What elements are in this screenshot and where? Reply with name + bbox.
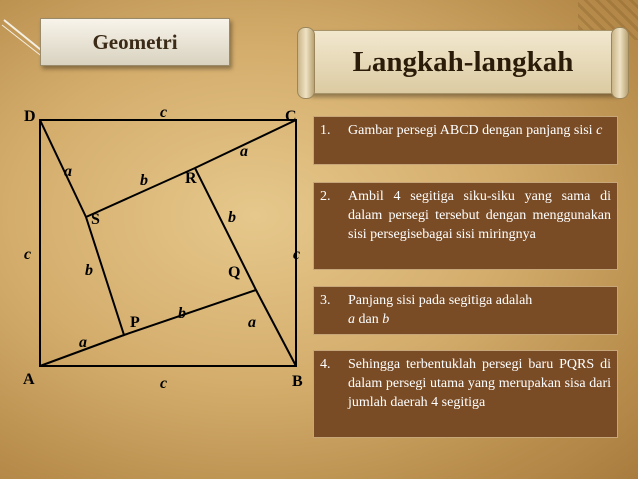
step-number: 4. [320,357,331,372]
vertex-q: Q [228,264,241,281]
label-c-right: c [293,246,301,263]
inner-square-pqrs [86,168,256,335]
vertex-s: S [91,211,100,228]
vertex-b: B [292,373,303,390]
label-b-left: b [85,262,93,279]
label-c-top: c [160,104,168,121]
label-b-right: b [228,209,236,226]
label-a-bottom-right: a [248,314,256,331]
step-3 [313,286,618,335]
vertex-p: P [130,314,140,331]
label-c-left: c [24,246,32,263]
segment-b-q [256,290,296,366]
square-abcd [40,120,296,366]
step-number: 2. [320,189,331,204]
segment-d-s [40,120,86,217]
label-a-top-right: a [240,143,248,160]
title-text: Geometri [92,29,178,54]
step-text: Gambar persegi ABCD dengan panjang sisi c [348,123,603,138]
step-number: 3. [320,293,331,308]
label-b-bottom: b [178,305,186,322]
step-text: Panjang sisi pada segitiga adalah a dan b [348,293,533,327]
vertex-d: D [24,108,36,125]
steps-banner [306,30,620,94]
vertex-r: R [185,170,197,187]
vertex-c: C [285,108,297,125]
step-text: Sehingga terbentuklah persegi baru PQRS di dalam persegi utama yang merupakan sisa dari jumlah daerah 4 segitiga [348,357,611,410]
banner-text: Langkah-langkah [352,45,574,78]
label-a-left: a [64,163,72,180]
label-b-top: b [140,172,148,189]
label-a-bottom-left: a [79,334,87,351]
step-1 [313,116,618,165]
vertex-a: A [23,371,35,388]
step-4 [313,350,618,438]
label-c-bottom: c [160,375,168,392]
step-number: 1. [320,123,331,138]
step-2 [313,182,618,270]
step-text: Ambil 4 segitiga siku-siku yang sama di dalam persegi tersebut dengan menggunakan sisi persegisebagai sisi miringnya [348,189,611,242]
